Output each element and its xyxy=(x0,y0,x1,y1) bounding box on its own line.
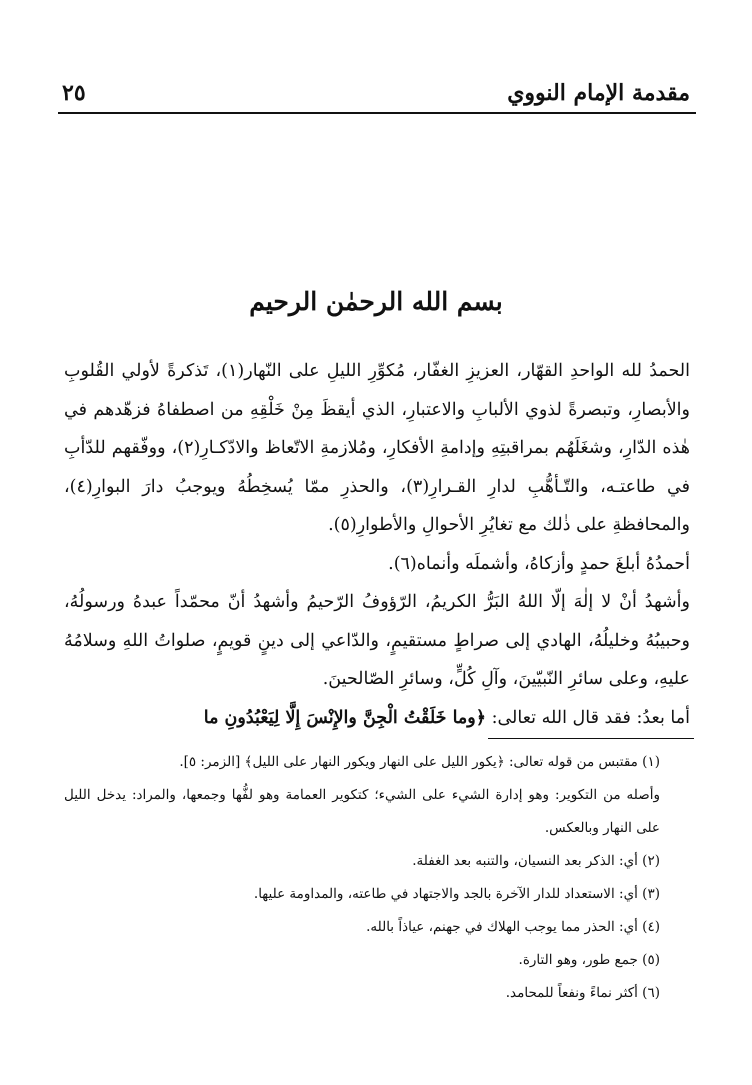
footnote-3: (٣) أي: الاستعداد للدار الآخرة بالجد والاجتهاد في طاعته، والمداومة عليها. xyxy=(253,886,660,902)
header-rule xyxy=(58,112,696,114)
footnote-5: (٥) جمع طور، وهو التارة. xyxy=(518,952,660,968)
paragraph-praise: الحمدُ لله الواحدِ القهّار، العزيزِ الغفّار، مُكوِّرِ الليلِ على النّهار(١)، تَذكرةً لأولي القُلوبِ والأبصارِ، وتبصرةً لذوي الألبابِ والاعتبارِ، الذي أيقظَ مِنْ خَلْقِهِ من اصطفاهُ فزهّدهم في هٰذه الدّارِ، وشغَلَهُم بمراقبتِهِ وإدامةِ الأفكارِ، ومُلازمةِ الاتّعاظ والادّكـارِ(٢)، ووفّقهم للدّأبِ في طاعتـه، والتّـأهُّبِ لدارِ القـرارِ(٣)، والحذرِ ممّا يُسخِطُهُ ويوجبُ دارَ البوارِ(٤)، والمحافظةِ على ذٰلك مع تغايُرِ الأحوالِ والأطوارِ(٥). xyxy=(64,361,690,535)
footnote-1: (١) مقتبس من قوله تعالى: ﴿يكور الليل على النهار ويكور النهار على الليل﴾ [الزمر: ٥]. xyxy=(179,754,660,770)
running-title: مقدمة الإمام النووي xyxy=(507,80,690,106)
paragraph-amma-bad xyxy=(64,699,690,738)
footnote-1-continuation: وأصله من التكوير: وهو إدارة الشيء على الشيء؛ كتكوير العمامة وهو لفُّها وجمعها، والمراد: يدخل الليل على النهار وبالعكس. xyxy=(64,787,660,836)
paragraph-hamd: أحمدُهُ أبلغَ حمدٍ وأزكاهُ، وأشملَه وأنماه(٦). xyxy=(388,553,690,574)
footnote-2: (٢) أي: الذكر بعد النسيان، والتنبه بعد الغفلة. xyxy=(412,853,660,869)
running-header xyxy=(62,70,690,110)
quran-quote: ﴿وما خَلَقْتُ الْجِنَّ والإِنْسَ إِلَّا لِيَعْبُدُونِ ما xyxy=(203,707,487,728)
footnote-4: (٤) أي: الحذر مما يوجب الهلاك في جهنم، عياذاً بالله. xyxy=(366,919,660,935)
footnotes xyxy=(64,746,660,1010)
amma-bad-intro: أما بعدُ: فقد قال الله تعالى: xyxy=(486,707,690,728)
footnote-separator xyxy=(488,738,694,739)
paragraph-shahada: وأشهدُ أنْ لا إلٰهَ إلّا اللهُ البَرُّ الكريمُ، الرّؤوفُ الرّحيمُ وأشهدُ أنّ محمّداً عبدهُ ورسولُهُ، وحبيبُهُ وخليلُهُ، الهادي إلى صراطٍ مستقيمٍ، والدّاعي إلى دينٍ قويمٍ، صلواتُ اللهِ وسلامُهُ عليهِ، وعلى سائرِ النّبيّينَ، وآلِ كُلٍّ، وسائرِ الصّالحينَ. xyxy=(64,592,690,689)
page-number: ٢٥ xyxy=(62,80,86,106)
main-text xyxy=(64,352,690,737)
basmala-heading: بسم الله الرحمٰن الرحيم xyxy=(249,287,503,316)
footnote-6: (٦) أكثر نماءً ونفعاً للمحامد. xyxy=(505,985,660,1001)
